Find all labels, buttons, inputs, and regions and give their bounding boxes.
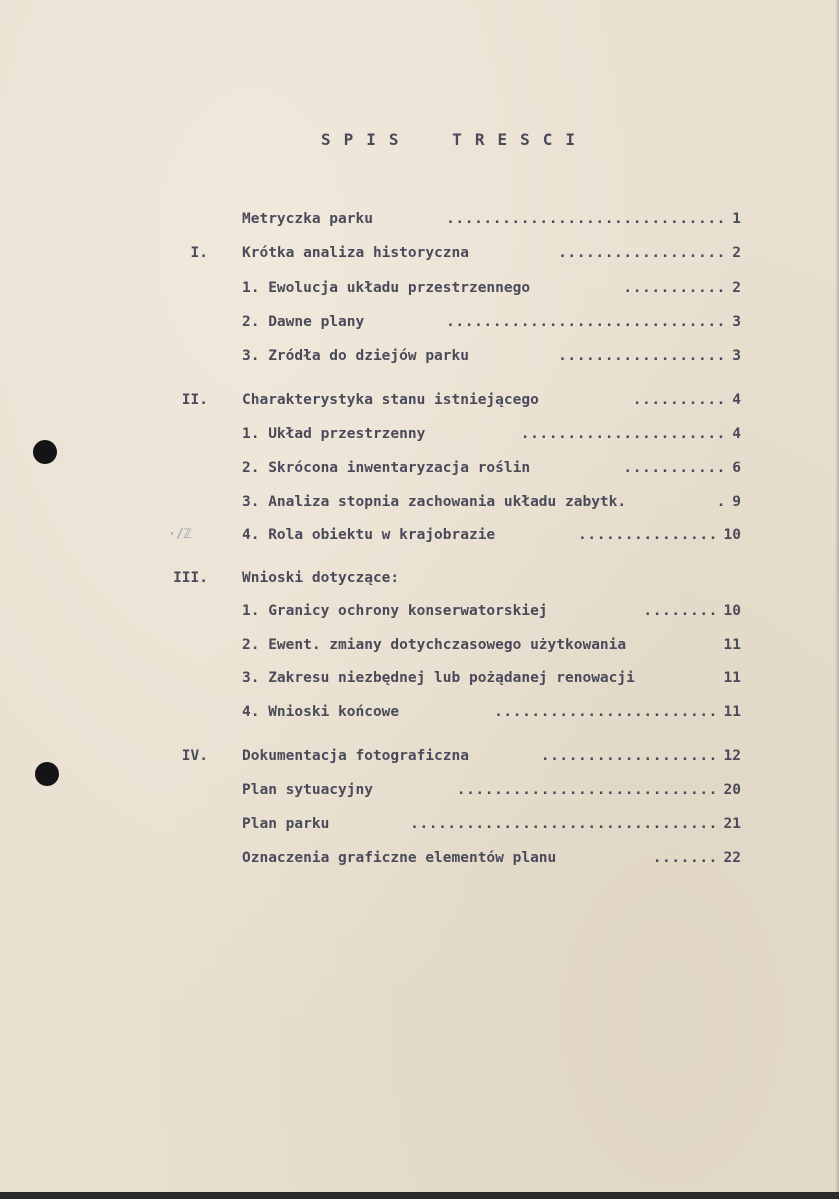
toc-entry-number: II. xyxy=(181,392,208,408)
scan-bottom-edge xyxy=(0,1192,839,1199)
toc-entry-page-number: 2 xyxy=(732,280,741,296)
toc-entry xyxy=(0,633,839,657)
toc-entry-page-number: 22 xyxy=(723,850,741,866)
toc-entry-label: 3. Zakresu niezbędnej lub pożądanej renowacji xyxy=(242,670,635,686)
toc-entry xyxy=(0,422,839,446)
toc-entry-label: Krótka analiza historyczna xyxy=(242,245,469,261)
toc-entry xyxy=(0,276,839,300)
page-title: SPIS TRESCI xyxy=(321,130,588,149)
toc-entry-page-number: 4 xyxy=(732,392,741,408)
toc-entry-label: 2. Skrócona inwentaryzacja roślin xyxy=(242,460,531,476)
toc-entry xyxy=(0,523,839,547)
toc-entry-page-number: 3 xyxy=(732,314,741,330)
toc-entry-label: Oznaczenia graficzne elementów planu xyxy=(242,850,557,866)
toc-entry xyxy=(0,700,839,724)
toc-entry-label: 2. Dawne plany xyxy=(242,314,365,330)
toc-entry-label: 1. Ewolucja układu przestrzennego xyxy=(242,280,531,296)
faint-mark: ·/ℤ xyxy=(168,527,192,542)
toc-entry-leader-dots: . xyxy=(716,494,726,510)
toc-entry-leader-dots: .............................. xyxy=(446,314,726,330)
toc-entry-page-number: 2 xyxy=(732,245,741,261)
punch-hole-lower xyxy=(35,762,59,786)
toc-entry xyxy=(0,599,839,623)
toc-entry-label: 1. Układ przestrzenny xyxy=(242,426,426,442)
toc-entry xyxy=(0,846,839,870)
toc-entry-label: 1. Granicy ochrony konserwatorskiej xyxy=(242,603,548,619)
toc-entry-leader-dots: .................. xyxy=(558,245,726,261)
toc-entry-label: 4. Wnioski końcowe xyxy=(242,704,400,720)
toc-entry-page-number: 21 xyxy=(723,816,741,832)
toc-entry-leader-dots: ........... xyxy=(623,280,726,296)
toc-entry-label: Plan sytuacyjny xyxy=(242,782,373,798)
toc-entry-leader-dots: .............................. xyxy=(446,211,726,227)
toc-entry-page-number: 6 xyxy=(732,460,741,476)
toc-entry-page-number: 12 xyxy=(723,748,741,764)
toc-entry-number: III. xyxy=(173,570,208,586)
toc-entry-page-number: 11 xyxy=(723,704,741,720)
toc-entry xyxy=(0,344,839,368)
toc-entry-page-number: 11 xyxy=(723,670,741,686)
toc-entry xyxy=(0,744,839,768)
toc-entry-leader-dots: .................. xyxy=(558,348,726,364)
toc-entry-page-number: 4 xyxy=(732,426,741,442)
toc-entry-leader-dots: ................................. xyxy=(410,816,718,832)
toc-entry-page-number: 10 xyxy=(723,603,741,619)
toc-entry-leader-dots: .......... xyxy=(632,392,726,408)
toc-entry xyxy=(0,310,839,334)
toc-entry-page-number: 9 xyxy=(732,494,741,510)
toc-entry-leader-dots: ............... xyxy=(578,527,718,543)
toc-entry-label: Metryczka parku xyxy=(242,211,373,227)
toc-entry xyxy=(0,388,839,412)
toc-entry-leader-dots: ................... xyxy=(540,748,718,764)
toc-entry-label: 4. Rola obiektu w krajobrazie xyxy=(242,527,496,543)
toc-entry xyxy=(0,566,839,590)
toc-entry-leader-dots: ........................ xyxy=(494,704,718,720)
toc-entry-label: Plan parku xyxy=(242,816,330,832)
toc-entry-leader-dots: ........... xyxy=(623,460,726,476)
toc-entry xyxy=(0,241,839,265)
toc-entry xyxy=(0,490,839,514)
toc-entry xyxy=(0,778,839,802)
toc-entry-label: Charakterystyka stanu istniejącego xyxy=(242,392,539,408)
toc-entry-leader-dots: ............................ xyxy=(456,782,718,798)
toc-entry-label: 3. Zródła do dziejów parku xyxy=(242,348,469,364)
toc-entry-number: I. xyxy=(190,245,208,261)
toc-entry-page-number: 20 xyxy=(723,782,741,798)
toc-entry-label: Wnioski dotyczące: xyxy=(242,570,400,586)
toc-entry xyxy=(0,207,839,231)
toc-entry xyxy=(0,456,839,480)
toc-entry-leader-dots: ....... xyxy=(652,850,718,866)
toc-entry-leader-dots: ...................... xyxy=(520,426,726,442)
toc-entry-label: 3. Analiza stopnia zachowania układu zabytk. xyxy=(242,494,627,510)
toc-entry-leader-dots: ........ xyxy=(643,603,718,619)
toc-entry-page-number: 3 xyxy=(732,348,741,364)
page-edge-shadow xyxy=(835,0,839,1199)
toc-entry-page-number: 10 xyxy=(723,527,741,543)
toc-entry-page-number: 1 xyxy=(732,211,741,227)
toc-entry-page-number: 11 xyxy=(723,637,741,653)
toc-entry xyxy=(0,812,839,836)
toc-entry xyxy=(0,666,839,690)
punch-hole-upper xyxy=(33,440,57,464)
toc-entry-label: 2. Ewent. zmiany dotychczasowego użytkowania xyxy=(242,637,627,653)
toc-entry-label: Dokumentacja fotograficzna xyxy=(242,748,469,764)
toc-entry-number: IV. xyxy=(181,748,208,764)
